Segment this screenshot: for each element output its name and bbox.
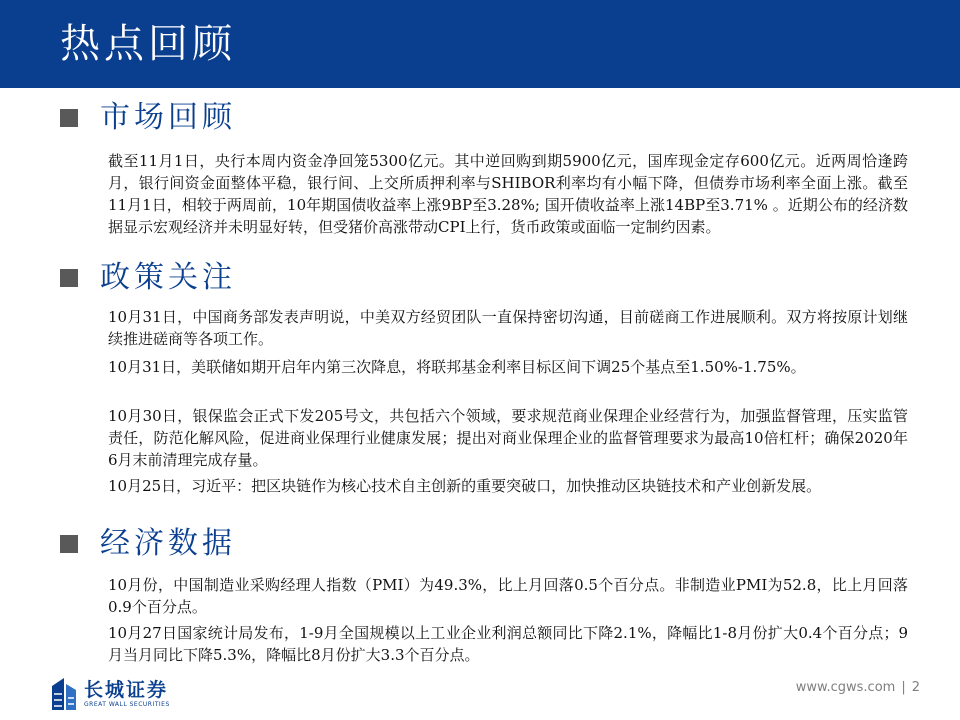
title-bar	[0, 0, 960, 88]
website-url: www.cgws.com	[795, 680, 896, 695]
economic-paragraph: 10月27日国家统计局发布，1-9月全国规模以上工业企业利润总额同比下降2.1%，降幅比1-8月份扩大0.4个百分点；9月当月同比下降5.3%，降幅比8月份扩大3.3个百分点。	[108, 624, 908, 664]
section-title: 市场回顾	[100, 100, 236, 135]
policy-paragraph: 10月25日，习近平：把区块链作为核心技术自主创新的重要突破口，加快推动区块链技术和产业创新发展。	[108, 477, 822, 495]
logo-chinese-name: 长城证券	[84, 679, 169, 701]
policy-paragraph: 10月31日，美联储如期开启年内第三次降息，将联邦基金利率目标区间下调25个基点至1.50%-1.75%。	[108, 358, 806, 376]
bullet-square-icon	[60, 269, 78, 287]
section-heading-economic-data	[60, 524, 236, 564]
section-title: 政策关注	[100, 260, 236, 295]
page-number: 2	[911, 680, 920, 695]
great-wall-logo-icon	[50, 676, 78, 712]
footer-info	[796, 680, 920, 695]
bullet-square-icon	[60, 535, 78, 553]
section-title: 经济数据	[100, 526, 236, 561]
policy-paragraph: 10月30日，银保监会正式下发205号文，共包括六个领域，要求规范商业保理企业经营行为，加强监督管理，压实监管责任，防范化解风险，促进商业保理行业健康发展；提出对商业保理企业的监督管理要求为最高10倍杠杆；确保2020年6月末前清理完成存量。	[108, 407, 908, 469]
footer-separator: |	[901, 680, 906, 695]
section-heading-policy-focus	[60, 258, 236, 298]
policy-paragraph: 10月31日，中国商务部发表声明说，中美双方经贸团队一直保持密切沟通，目前磋商工作进展顺利。双方将按原计划继续推进磋商等各项工作。	[108, 308, 908, 348]
company-logo	[50, 676, 170, 712]
economic-paragraph: 10月份，中国制造业采购经理人指数（PMI）为49.3%，比上月回落0.5个百分点。非制造业PMI为52.8，比上月回落0.9个百分点。	[108, 576, 908, 616]
market-review-paragraph: 截至11月1日，央行本周内资金净回笼5300亿元。其中逆回购到期5900亿元，国库现金定存600亿元。近两周恰逢跨月，银行间资金面整体平稳，银行间、上交所质押利率与SHIBOR利率均有小幅下降，但债券市场利率全面上涨。截至11月1日，相较于两周前，10年期国债收益率上涨9BP至3.28%; 国开债收益率上涨14BP至3.71% 。近期公布的经济数据显示宏观经济并未明显好转，但受猪价高涨带动CPI上行，货币政策或面临一定制约因素。	[108, 152, 908, 236]
bullet-square-icon	[60, 109, 78, 127]
section-heading-market-review	[60, 98, 236, 138]
page-title: 热点回顾	[60, 21, 236, 67]
logo-english-name: GREAT WALL SECURITIES	[84, 701, 170, 708]
